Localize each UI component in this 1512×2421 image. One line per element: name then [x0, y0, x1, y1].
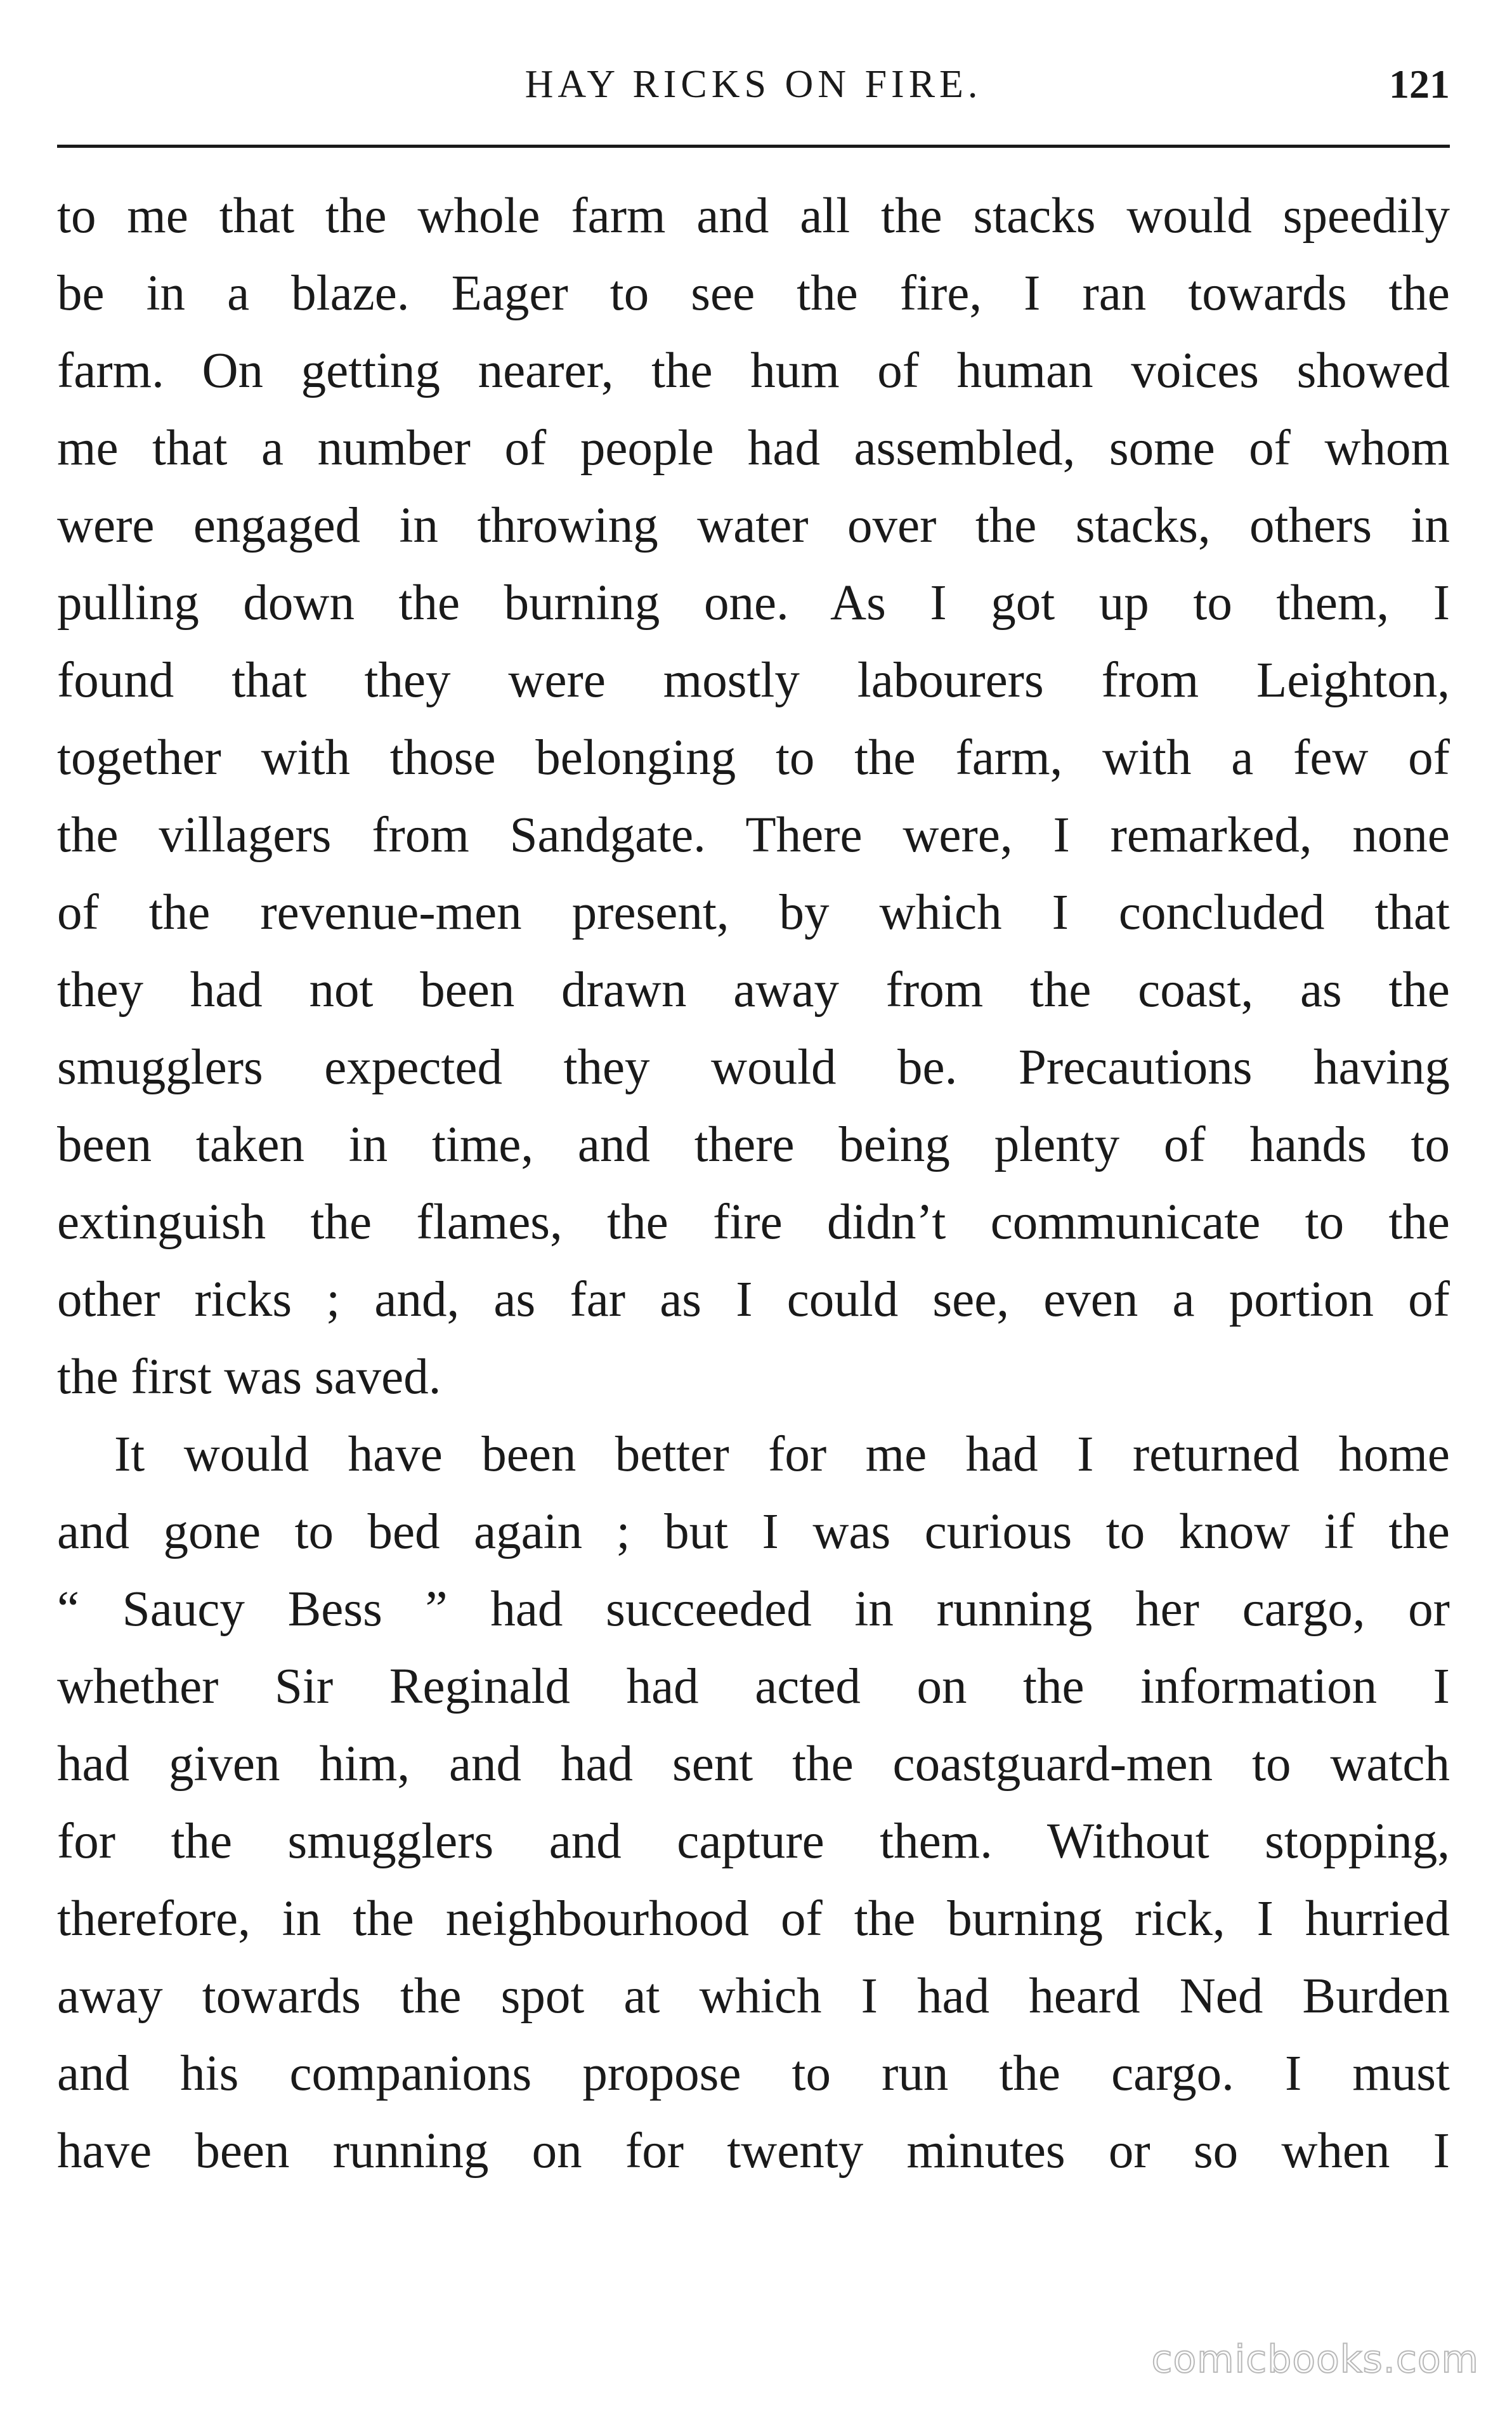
page-number: 121: [1389, 62, 1450, 107]
text-line: of the revenue-men present, by which I concluded that: [57, 885, 1450, 940]
text-line: extinguish the flames, the fire didn’t communicate to the: [57, 1195, 1450, 1250]
text-line: away towards the spot at which I had heard Ned Burden: [57, 1969, 1450, 2024]
watermark: comicbooks.com: [1151, 2337, 1479, 2382]
text-line: other ricks ; and, as far as I could see, even a portion of: [57, 1272, 1450, 1327]
text-line: they had not been drawn away from the coast, as the: [57, 962, 1450, 1018]
text-line: “ Saucy Bess ” had succeeded in running her cargo, or: [57, 1582, 1450, 1637]
text-line: for the smugglers and capture them. Without stopping,: [57, 1814, 1450, 1869]
text-line: had given him, and had sent the coastguard-men to watch: [57, 1736, 1450, 1792]
text-line: smugglers expected they would be. Precautions having: [57, 1040, 1450, 1095]
text-line: farm. On getting nearer, the hum of human voices showed: [57, 343, 1450, 398]
text-line: have been running on for twenty minutes or so when I: [57, 2123, 1450, 2179]
text-line: were engaged in throwing water over the stacks, others in: [57, 498, 1450, 553]
body-text: [57, 178, 1450, 2190]
text-line: the first was saved.: [57, 1349, 441, 1405]
text-line: been taken in time, and there being plenty of hands to: [57, 1117, 1450, 1172]
text-line: whether Sir Reginald had acted on the information I: [57, 1659, 1450, 1714]
text-line: the villagers from Sandgate. There were, I remarked, none: [57, 808, 1450, 863]
paragraph-1: [57, 178, 1450, 1416]
header-rule: [57, 145, 1450, 148]
running-head: [57, 56, 1450, 113]
running-title: HAY RICKS ON FIRE.: [525, 63, 982, 106]
paragraph-2: [57, 1416, 1450, 2190]
text-line: to me that the whole farm and all the stacks would speedily: [57, 188, 1450, 244]
text-line: therefore, in the neighbourhood of the burning rick, I hurried: [57, 1891, 1450, 1946]
text-line: found that they were mostly labourers from Leighton,: [57, 653, 1450, 708]
text-line: It would have been better for me had I returned home: [114, 1427, 1450, 1482]
text-line: together with those belonging to the farm, with a few of: [57, 730, 1450, 785]
text-line: pulling down the burning one. As I got up to them, I: [57, 575, 1450, 631]
text-line: and his companions propose to run the cargo. I must: [57, 2046, 1450, 2101]
text-line: me that a number of people had assembled, some of whom: [57, 421, 1450, 476]
text-line: be in a blaze. Eager to see the fire, I ran towards the: [57, 266, 1450, 321]
text-line: and gone to bed again ; but I was curious to know if the: [57, 1504, 1450, 1559]
